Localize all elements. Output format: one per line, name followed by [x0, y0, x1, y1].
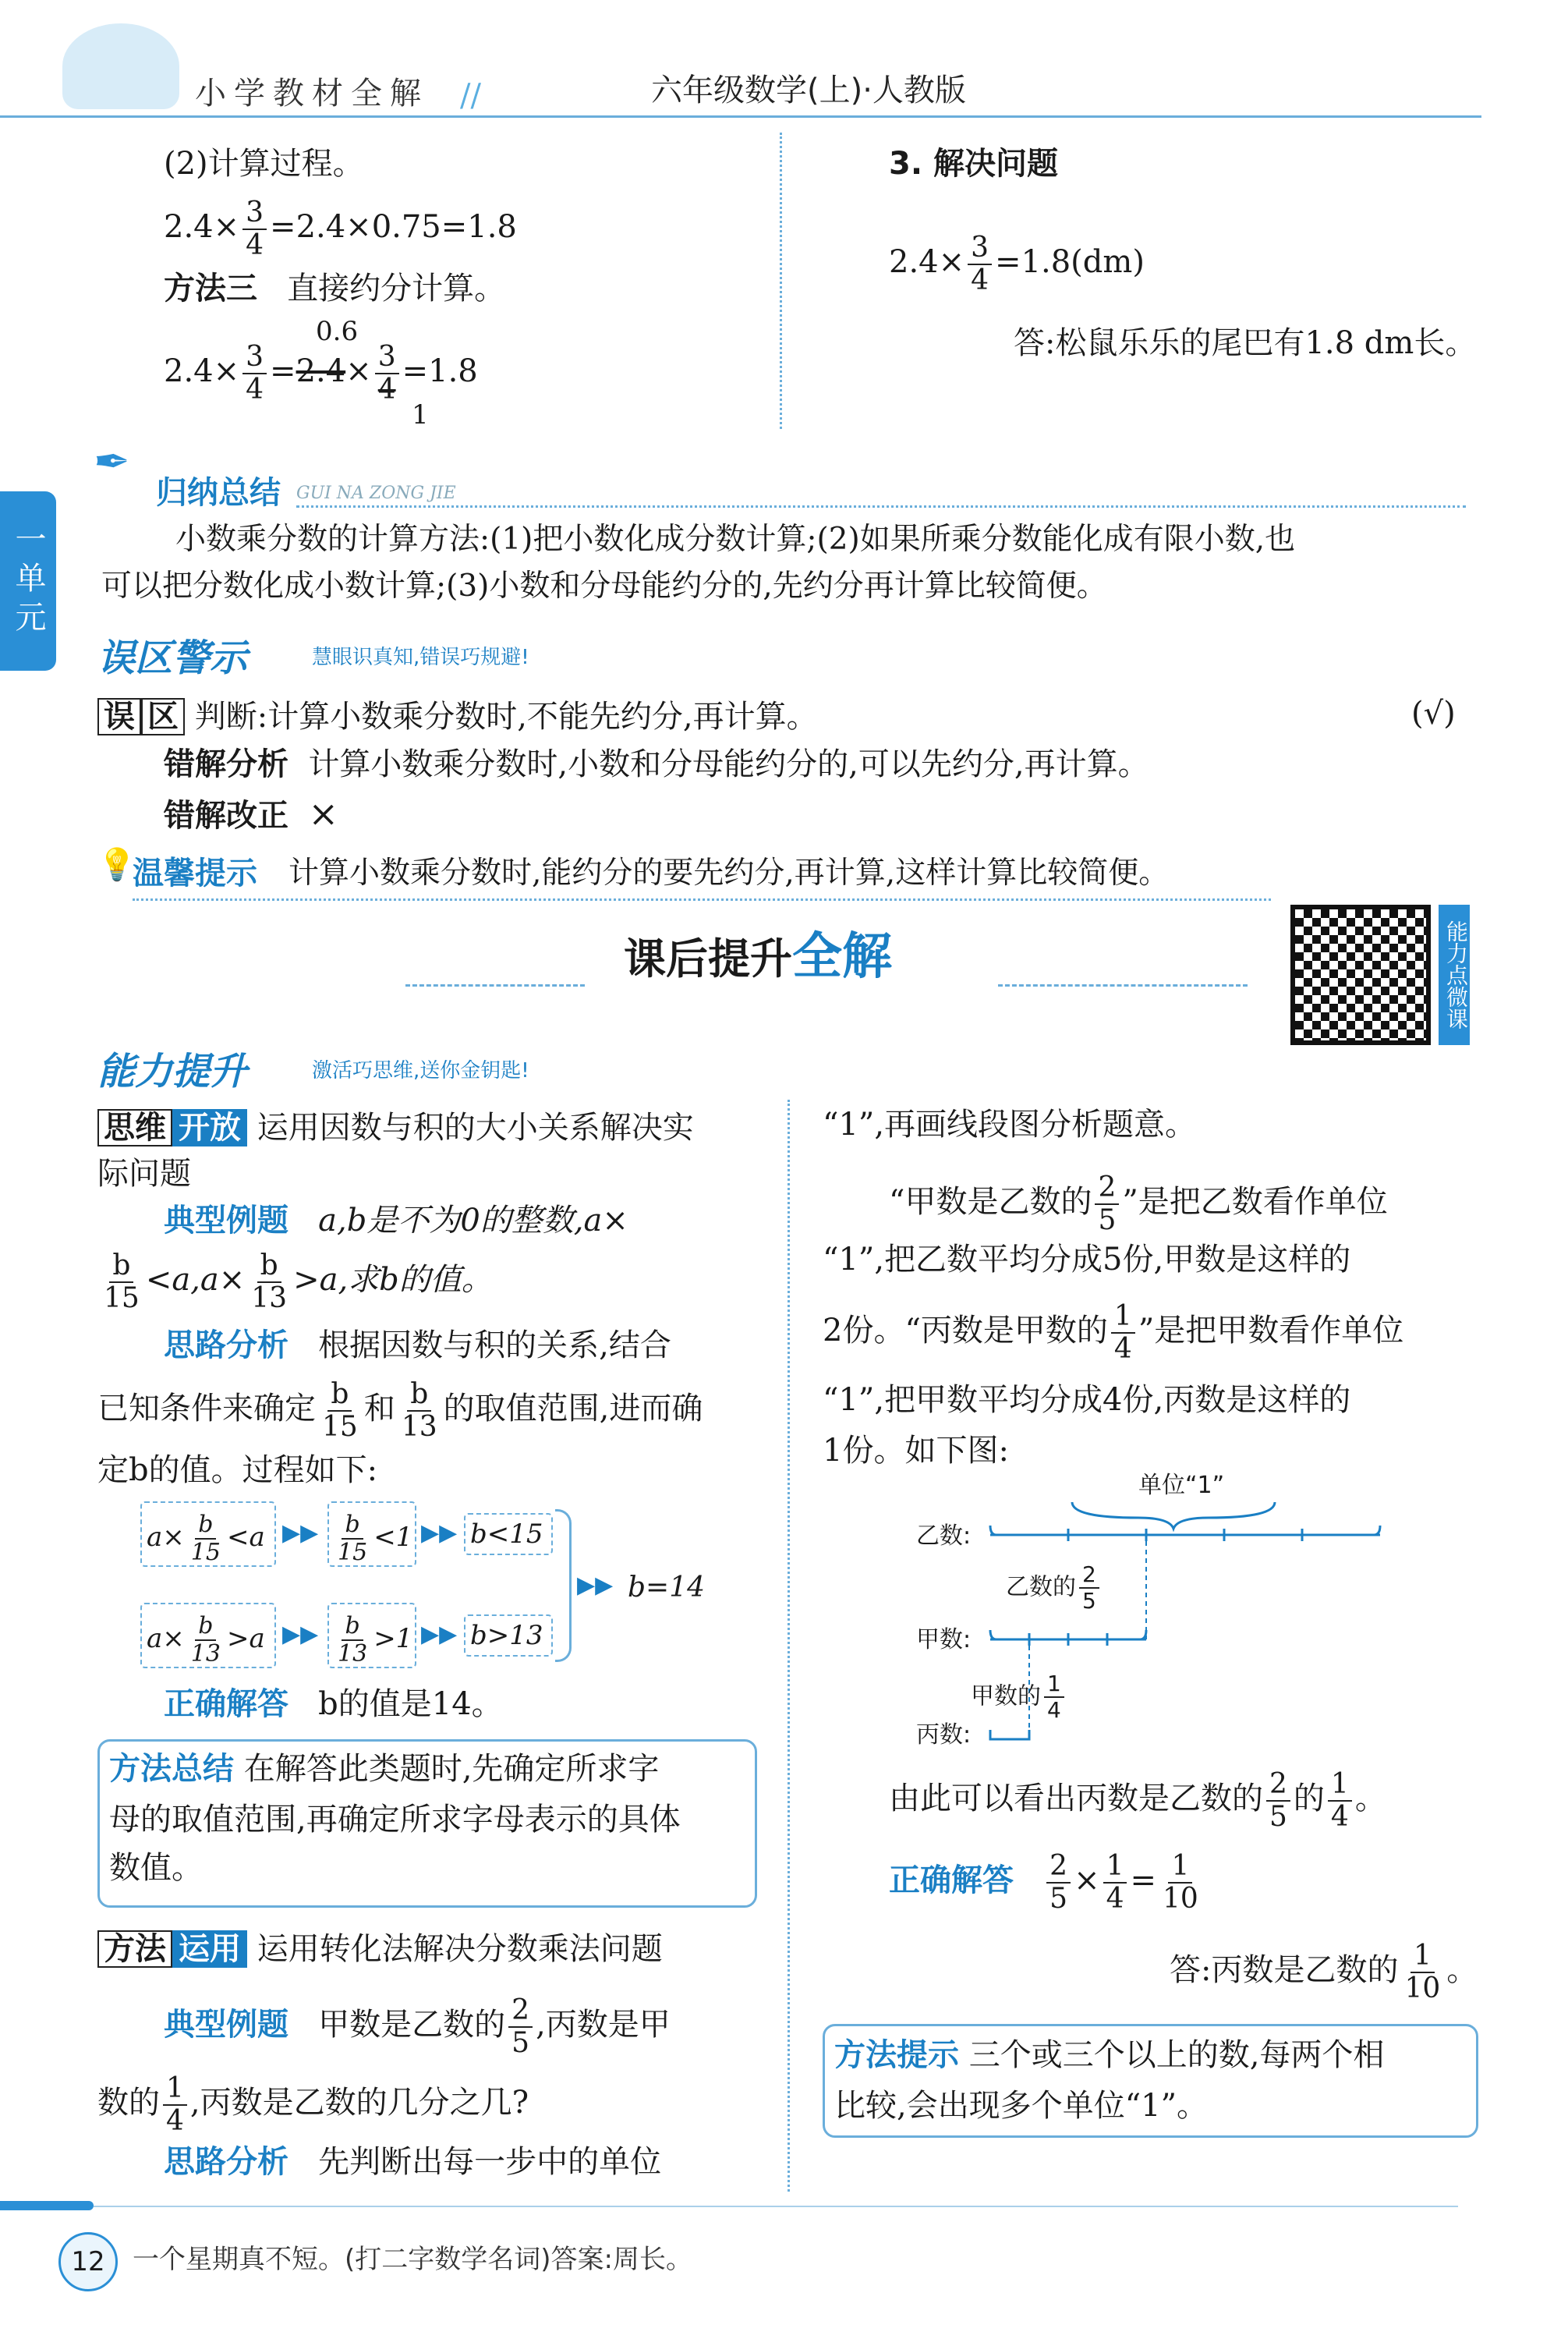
flow-arrow-4: ▶▶	[282, 1621, 319, 1648]
flow-box-4-text: a× $\frac{b}{13}$ >a	[147, 1612, 265, 1667]
right-p1: “1”,再画线段图分析题意。	[823, 1107, 1197, 1143]
equation-1: 2.4× $\frac{3}{4}$ =2.4×0.75=1.8	[164, 197, 517, 261]
footer-rule	[94, 2206, 1458, 2207]
method-summary-3: 数值。	[109, 1850, 203, 1886]
method-tip-1: 方法提示 三个或三个以上的数,每两个相	[834, 2037, 1385, 2073]
section-title: 课后提升全解	[624, 928, 892, 986]
header-logo	[62, 23, 179, 109]
flow-box-5-text: $\frac{b}{13}$ >1	[338, 1612, 413, 1667]
lightbulb-icon: 💡	[97, 847, 136, 883]
ability-slogan: 激活巧思维,送你金钥匙!	[312, 1059, 529, 1083]
column-divider	[780, 133, 782, 429]
right-p3: “1”,把乙数平均分成5份,甲数是这样的	[823, 1242, 1351, 1278]
cancel-above: 0.6	[316, 316, 359, 347]
summary-line-1: 小数乘分数的计算方法:(1)把小数化成分数计算;(2)如果所乘分数能化成有限小数,也	[175, 522, 1296, 557]
quill-icon: ✒	[94, 437, 130, 487]
flow-arrow-result: ▶▶	[577, 1572, 614, 1599]
open-example-2: $\frac{b}{15}$ <a,a× $\frac{b}{13}$ >a,求b的值。	[104, 1249, 493, 1314]
header-slash: //	[460, 78, 481, 114]
method-3: 方法三 直接约分计算。	[164, 271, 506, 307]
flow-result: b=14	[628, 1572, 706, 1604]
open-analysis-1: 思路分析 根据因数与积的关系,结合	[164, 1327, 671, 1363]
equation-2: 2.4× $\frac{3}{4}$ =2.4× $\frac{3}{4}$ =1.8	[164, 341, 478, 406]
footer-riddle: 一个星期真不短。(打二字数学名词)答案:周长。	[133, 2244, 692, 2275]
method-tip-2: 比较,会出现多个单位“1”。	[834, 2088, 1209, 2124]
method-analysis-1: 思路分析 先判断出每一步中的单位	[164, 2144, 662, 2180]
method-example-1: 典型例题 甲数是乙数的 $\frac{2}{5}$ ,丙数是甲	[164, 1994, 671, 2059]
open-heading-2: 际问题	[97, 1156, 191, 1192]
solve-answer: 答:松鼠乐乐的尾巴有1.8 dm长。	[1014, 325, 1477, 361]
step-2-label: (2)计算过程。	[164, 146, 364, 182]
flow-box-2-text: $\frac{b}{15}$ <1	[338, 1511, 413, 1566]
diagram-bing-label: 丙数:	[916, 1721, 972, 1749]
qr-code[interactable]	[1290, 905, 1431, 1045]
solve-title: 3. 解决问题	[889, 146, 1058, 182]
open-analysis-3: 定b的值。过程如下:	[97, 1452, 378, 1488]
tip-text: 计算小数乘分数时,能约分的要先约分,再计算,这样计算比较简便。	[288, 856, 1170, 891]
segment-diagram	[904, 1474, 1403, 1770]
open-heading: 思维 开放 运用因数与积的大小关系解决实	[97, 1109, 694, 1146]
flow-bracket	[555, 1509, 572, 1662]
summary-pinyin: GUI NA ZONG JIE	[296, 484, 456, 503]
open-analysis-2: 已知条件来确定 $\frac{b}{15}$ 和 $\frac{b}{13}$ 的取值范围,进而确	[97, 1378, 703, 1443]
mistake-mark: (√)	[1411, 696, 1456, 732]
mistake-analysis: 错解分析 计算小数乘分数时,小数和分母能约分的,可以先约分,再计算。	[164, 746, 1149, 782]
footer-bar	[0, 2201, 94, 2210]
page-number: 12	[58, 2232, 118, 2291]
mistake-title: 误区警示	[97, 636, 248, 680]
header-rule	[0, 115, 1481, 118]
open-example-1: 典型例题 a,b是不为0的整数,a×	[164, 1203, 628, 1239]
tip-label: 温馨提示	[133, 856, 257, 891]
right-final-answer: 答:丙数是乙数的 $\frac{1}{10}$ 。	[1170, 1940, 1478, 2004]
tip-rule	[133, 898, 1271, 901]
flow-box-6-text: b>13	[470, 1620, 543, 1651]
mistake-slogan: 慧眼识真知,错误巧规避!	[312, 646, 529, 669]
flow-arrow-5: ▶▶	[421, 1621, 458, 1648]
qr-label: 能力点微课	[1439, 905, 1470, 1045]
flow-arrow-2: ▶▶	[421, 1519, 458, 1547]
column-divider-lower	[788, 1100, 790, 2192]
unit-side-tab: 一单元	[0, 491, 56, 671]
diagram-unit-label: 单位“1”	[1138, 1472, 1225, 1499]
mistake-fix: 错解改正 ×	[164, 792, 338, 835]
summary-rule	[296, 505, 1466, 508]
ability-title: 能力提升	[97, 1050, 248, 1093]
summary-title: 归纳总结	[156, 475, 281, 511]
series-title: 小学教材全解	[195, 76, 429, 112]
summary-line-2: 可以把分数化成小数计算;(3)小数和分母能约分的,先约分再计算比较简便。	[101, 569, 1107, 604]
right-p6: 1份。如下图:	[823, 1433, 1009, 1469]
flow-box-3-text: b<15	[470, 1519, 543, 1550]
right-p2: “甲数是乙数的 $\frac{2}{5}$ ”是把乙数看作单位	[889, 1171, 1388, 1236]
right-answer-eq: 正确解答 $\frac{2}{5}$ × $\frac{1}{4}$ = $\frac{1}{10}$	[889, 1850, 1198, 1915]
right-p5: “1”,把甲数平均分成4份,丙数是这样的	[823, 1382, 1351, 1418]
solve-equation: 2.4× $\frac{3}{4}$ =1.8(dm)	[889, 232, 1145, 296]
right-p4: 2份。“丙数是甲数的 $\frac{1}{4}$ ”是把甲数看作单位	[823, 1300, 1404, 1365]
open-answer: 正确解答 b的值是14。	[164, 1686, 503, 1722]
section-rule-left	[405, 984, 585, 987]
book-title: 六年级数学(上)·人教版	[651, 73, 966, 108]
right-conclusion: 由此可以看出丙数是乙数的 $\frac{2}{5}$ 的 $\frac{1}{4}$ 。	[889, 1768, 1386, 1833]
section-rule-right	[998, 984, 1248, 987]
diagram-jia-label: 甲数:	[916, 1626, 972, 1653]
diagram-yi-label: 乙数:	[916, 1522, 972, 1550]
method-example-2: 数的 $\frac{1}{4}$ ,丙数是乙数的几分之几?	[97, 2072, 529, 2137]
flow-box-1-text: a× $\frac{b}{15}$ <a	[147, 1511, 265, 1566]
method-summary-1: 方法总结 在解答此类题时,先确定所求字	[109, 1751, 660, 1787]
method-summary-2: 母的取值范围,再确定所求字母表示的具体	[109, 1802, 681, 1838]
flow-arrow-1: ▶▶	[282, 1519, 319, 1547]
mistake-statement: 误 区 判断:计算小数乘分数时,不能先约分,再计算。	[97, 698, 818, 735]
diagram-jia-fraction: 甲数的 $\frac{1}{4}$	[971, 1673, 1067, 1721]
diagram-yi-fraction: 乙数的 $\frac{2}{5}$	[1006, 1564, 1103, 1612]
cancel-below: 1	[412, 399, 429, 431]
method-heading: 方法 运用 运用转化法解决分数乘法问题	[97, 1930, 663, 1968]
